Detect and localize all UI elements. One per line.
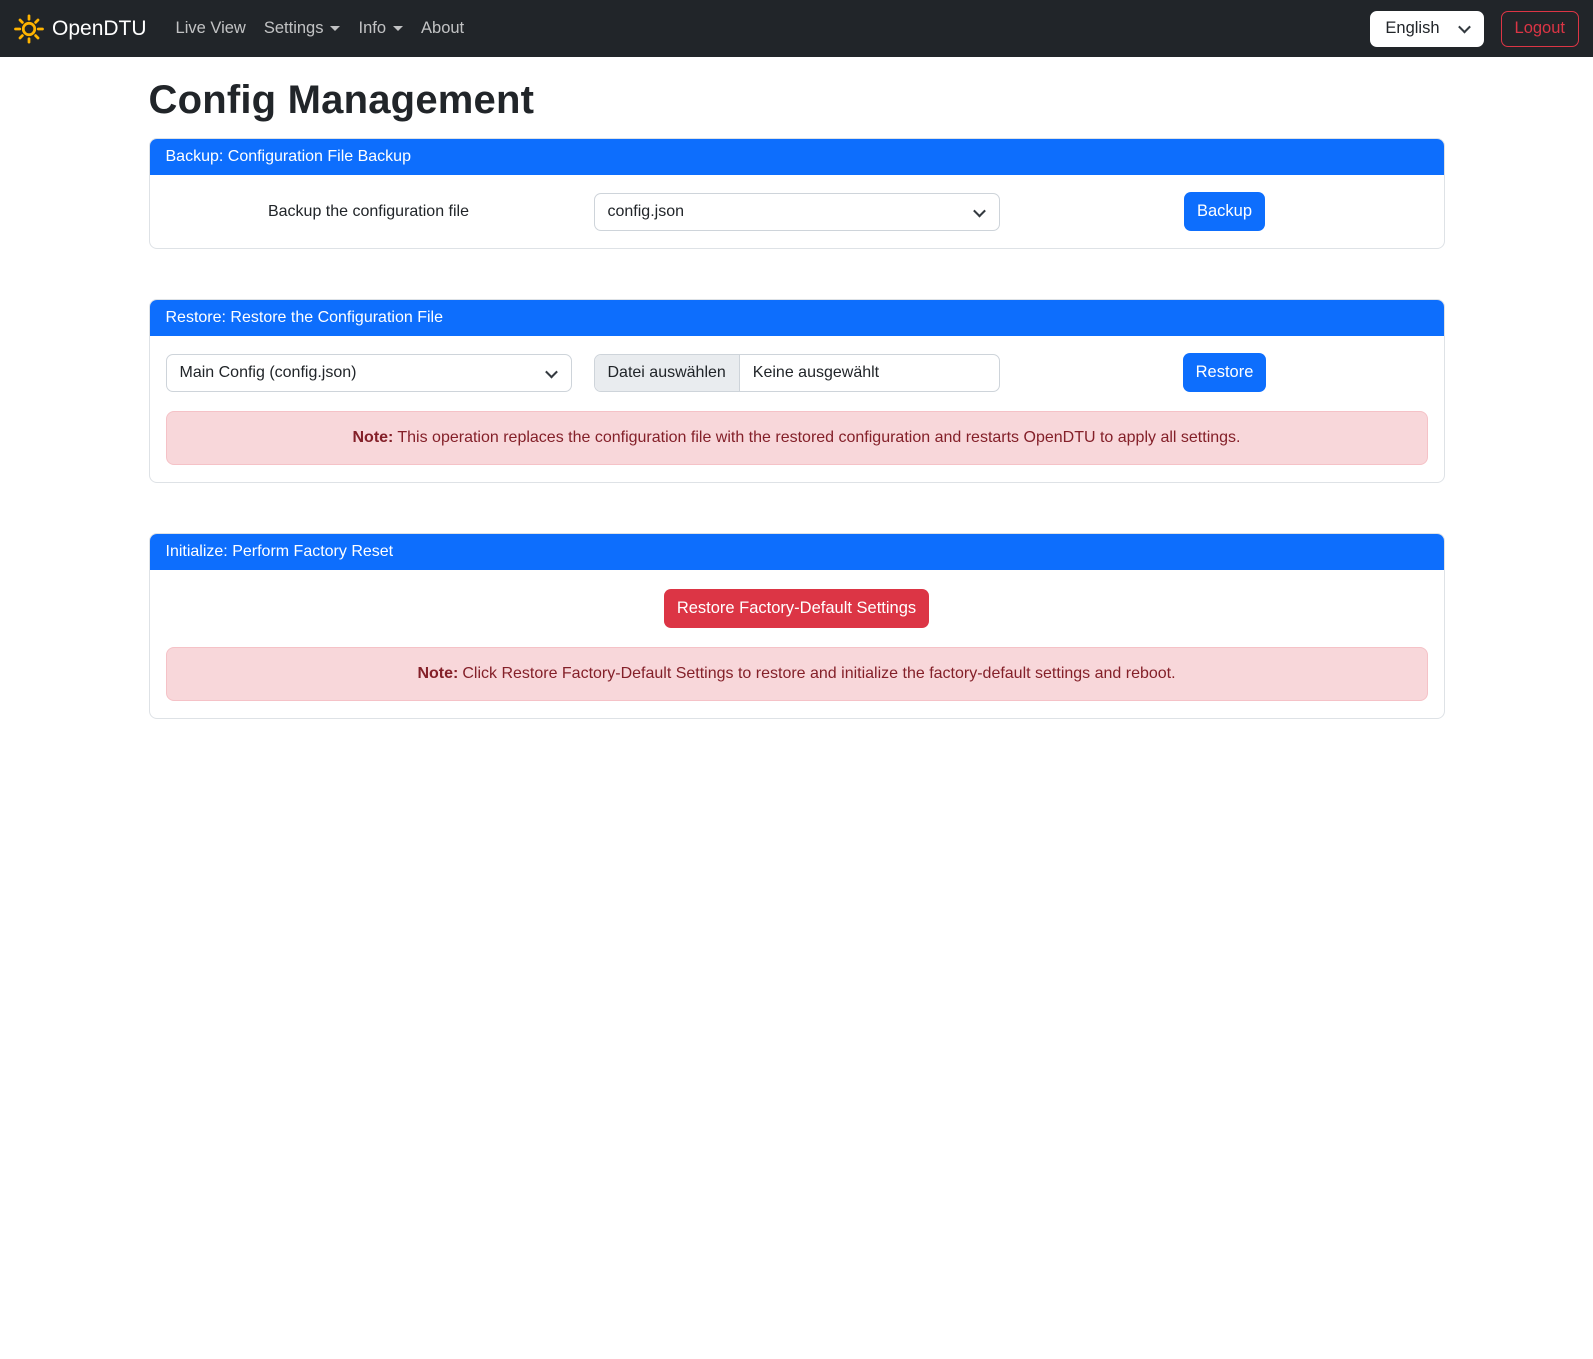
factory-card-header: Initialize: Perform Factory Reset [150,534,1444,570]
chevron-down-icon [1458,21,1471,34]
brand-link[interactable] [14,14,147,44]
logout-button[interactable]: Logout [1501,11,1579,47]
main-content [137,78,1457,719]
file-choose-button[interactable]: Datei auswählen [595,355,740,391]
nav-item-live-view[interactable]: Live View [175,19,246,37]
factory-reset-card [149,533,1445,719]
caret-down-icon [330,26,340,31]
chevron-down-icon [973,204,986,217]
restore-file-input[interactable] [594,354,1000,392]
restore-card-header: Restore: Restore the Configuration File [150,300,1444,336]
language-select-value: English [1385,19,1440,37]
backup-file-label: Backup the configuration file [267,202,469,220]
note-label: Note: [352,429,394,447]
backup-card-header: Backup: Configuration File Backup [150,139,1444,175]
nav-links [167,11,474,46]
sun-icon [14,14,44,44]
backup-button[interactable]: Backup [1184,192,1265,231]
backup-file-select[interactable] [594,193,1000,231]
factory-note-alert [166,647,1428,701]
restore-button[interactable]: Restore [1183,353,1267,392]
restore-config-select-value: Main Config (config.json) [179,363,357,381]
page-title: Config Management [148,78,535,122]
language-select[interactable] [1370,11,1483,47]
nav-item-about[interactable]: About [421,19,465,37]
brand-label: OpenDTU [52,16,147,40]
restore-note-alert [166,411,1428,465]
note-label: Note: [417,665,459,683]
backup-file-select-value: config.json [607,202,684,220]
nav-item-settings[interactable]: Settings [255,11,350,46]
factory-reset-button[interactable]: Restore Factory-Default Settings [664,589,929,628]
nav-item-info[interactable]: Info [349,11,412,46]
file-chosen-status: Keine ausgewählt [752,363,880,381]
navbar [0,0,1593,57]
restore-card [149,299,1445,483]
restore-config-select[interactable] [166,354,572,392]
backup-card [149,138,1445,249]
note-text: Click Restore Factory-Default Settings to restore and initialize the factory-default settings and reboot. [462,665,1176,683]
caret-down-icon [393,26,403,31]
note-text: This operation replaces the configuration file with the restored configuration and restarts OpenDTU to apply all settings. [397,429,1241,447]
chevron-down-icon [545,365,558,378]
